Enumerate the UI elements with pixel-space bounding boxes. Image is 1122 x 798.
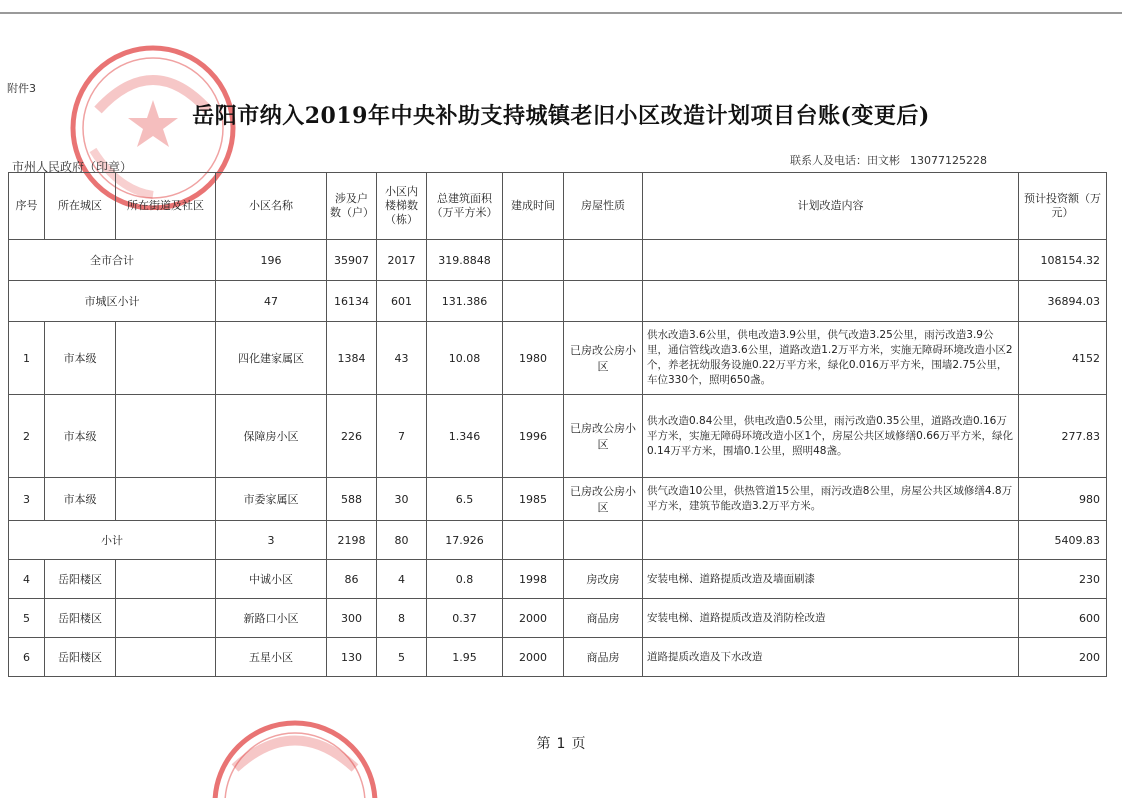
col-header-district: 所在城区 — [45, 173, 116, 240]
total-households: 35907 — [327, 240, 377, 281]
contact-label: 联系人及电话：田文彬 — [790, 154, 900, 167]
row-street — [116, 599, 216, 638]
table-header-row — [9, 173, 1107, 240]
col-header-area: 总建筑面积（万平方米） — [427, 173, 503, 240]
row-investment: 200 — [1019, 638, 1107, 677]
row-district: 岳阳楼区 — [45, 599, 116, 638]
row-nature: 已房改公房小区 — [564, 322, 643, 395]
row-district: 岳阳楼区 — [45, 638, 116, 677]
table-row — [9, 638, 1107, 677]
row-district: 岳阳楼区 — [45, 560, 116, 599]
row-investment: 600 — [1019, 599, 1107, 638]
project-ledger-table — [8, 172, 1107, 677]
row-no: 5 — [9, 599, 45, 638]
col-header-households: 涉及户数（户） — [327, 173, 377, 240]
row-content: 供水改造0.84公里，供电改造0.5公里，雨污改造0.35公里，道路改造0.16万平方米，实施无障碍环境改造小区1个，房屋公共区域修缮0.66万平方米，绿化0.14万平方米，围墙0.1公里，照明48盏。 — [643, 395, 1019, 478]
row-district: 市本级 — [45, 322, 116, 395]
row-name: 市委家属区 — [216, 478, 327, 521]
row-street — [116, 560, 216, 599]
row-area: 0.37 — [427, 599, 503, 638]
row-buildings: 4 — [377, 560, 427, 599]
city-subtotal-count: 47 — [216, 281, 327, 322]
row-area: 0.8 — [427, 560, 503, 599]
attachment-label: 附件3 — [7, 82, 36, 95]
row-name: 五星小区 — [216, 638, 327, 677]
row-households: 1384 — [327, 322, 377, 395]
subtotal-row — [9, 521, 1107, 560]
city-subtotal-buildings: 601 — [377, 281, 427, 322]
row-content: 安装电梯、道路提质改造及消防栓改造 — [643, 599, 1019, 638]
subtotal-count: 3 — [216, 521, 327, 560]
table-row — [9, 395, 1107, 478]
row-district: 市本级 — [45, 478, 116, 521]
total-area: 319.8848 — [427, 240, 503, 281]
contact-info — [790, 152, 997, 168]
city-subtotal-row — [9, 281, 1107, 322]
row-buildings: 7 — [377, 395, 427, 478]
total-row — [9, 240, 1107, 281]
row-no: 4 — [9, 560, 45, 599]
table-row — [9, 322, 1107, 395]
total-investment: 108154.32 — [1019, 240, 1107, 281]
city-subtotal-area: 131.386 — [427, 281, 503, 322]
col-header-buildings: 小区内楼梯数（栋） — [377, 173, 427, 240]
col-header-name: 小区名称 — [216, 173, 327, 240]
row-content: 供气改造10公里，供热管道15公里，雨污改造8公里，房屋公共区域修缮4.8万平方米，建筑节能改造3.2万平方米。 — [643, 478, 1019, 521]
col-header-content: 计划改造内容 — [643, 173, 1019, 240]
col-header-year: 建成时间 — [503, 173, 564, 240]
total-count: 196 — [216, 240, 327, 281]
row-buildings: 5 — [377, 638, 427, 677]
row-area: 1.346 — [427, 395, 503, 478]
row-households: 300 — [327, 599, 377, 638]
col-header-street: 所在街道及社区 — [116, 173, 216, 240]
row-no: 6 — [9, 638, 45, 677]
row-nature: 商品房 — [564, 599, 643, 638]
col-header-investment: 预计投资额（万元） — [1019, 173, 1107, 240]
row-nature: 已房改公房小区 — [564, 478, 643, 521]
row-year: 1980 — [503, 322, 564, 395]
row-district: 市本级 — [45, 395, 116, 478]
row-buildings: 8 — [377, 599, 427, 638]
row-area: 1.95 — [427, 638, 503, 677]
col-header-no: 序号 — [9, 173, 45, 240]
row-content: 安装电梯、道路提质改造及墙面刷漆 — [643, 560, 1019, 599]
row-households: 588 — [327, 478, 377, 521]
table-row — [9, 560, 1107, 599]
row-no: 1 — [9, 322, 45, 395]
row-buildings: 30 — [377, 478, 427, 521]
row-area: 10.08 — [427, 322, 503, 395]
city-subtotal-households: 16134 — [327, 281, 377, 322]
row-nature: 商品房 — [564, 638, 643, 677]
row-no: 3 — [9, 478, 45, 521]
table-row — [9, 599, 1107, 638]
row-name: 四化建家属区 — [216, 322, 327, 395]
row-investment: 277.83 — [1019, 395, 1107, 478]
page-number — [0, 733, 1122, 753]
subtotal-investment: 5409.83 — [1019, 521, 1107, 560]
row-households: 86 — [327, 560, 377, 599]
page-number-value: 1 — [556, 736, 566, 752]
row-nature: 房改房 — [564, 560, 643, 599]
row-street — [116, 395, 216, 478]
table-row — [9, 478, 1107, 521]
top-border-line — [0, 12, 1122, 14]
government-seal-label: 市州人民政府（印章） — [12, 160, 133, 174]
row-content: 道路提质改造及下水改造 — [643, 638, 1019, 677]
row-name: 中诚小区 — [216, 560, 327, 599]
row-buildings: 43 — [377, 322, 427, 395]
row-households: 226 — [327, 395, 377, 478]
row-year: 2000 — [503, 638, 564, 677]
row-year: 2000 — [503, 599, 564, 638]
document-title: 岳阳市纳入2019年中央补助支持城镇老旧小区改造计划项目台账(变更后) — [192, 103, 930, 129]
row-year: 1985 — [503, 478, 564, 521]
contact-phone: 13077125228 — [910, 154, 987, 167]
total-label: 全市合计 — [9, 240, 216, 281]
row-investment: 230 — [1019, 560, 1107, 599]
subtotal-label: 小计 — [9, 521, 216, 560]
row-year: 1998 — [503, 560, 564, 599]
row-area: 6.5 — [427, 478, 503, 521]
total-buildings: 2017 — [377, 240, 427, 281]
row-name: 新路口小区 — [216, 599, 327, 638]
city-subtotal-investment: 36894.03 — [1019, 281, 1107, 322]
row-year: 1996 — [503, 395, 564, 478]
official-seal-bottom — [205, 708, 385, 798]
page-prefix: 第 — [536, 736, 551, 752]
row-street — [116, 322, 216, 395]
city-subtotal-label: 市城区小计 — [9, 281, 216, 322]
page-suffix: 页 — [571, 736, 586, 752]
row-street — [116, 478, 216, 521]
row-nature: 已房改公房小区 — [564, 395, 643, 478]
subtotal-buildings: 80 — [377, 521, 427, 560]
col-header-nature: 房屋性质 — [564, 173, 643, 240]
row-investment: 4152 — [1019, 322, 1107, 395]
subtotal-households: 2198 — [327, 521, 377, 560]
row-content: 供水改造3.6公里，供电改造3.9公里，供气改造3.25公里，雨污改造3.9公里，通信管线改造3.6公里，道路改造1.2万平方米，实施无障碍环境改造小区2个，养老抚幼服务设施0.22万平方米，绿化0.016万平方米，围墙2.75公里，车位330个，照明650盏。 — [643, 322, 1019, 395]
row-street — [116, 638, 216, 677]
subtotal-area: 17.926 — [427, 521, 503, 560]
row-investment: 980 — [1019, 478, 1107, 521]
row-no: 2 — [9, 395, 45, 478]
row-name: 保障房小区 — [216, 395, 327, 478]
row-households: 130 — [327, 638, 377, 677]
